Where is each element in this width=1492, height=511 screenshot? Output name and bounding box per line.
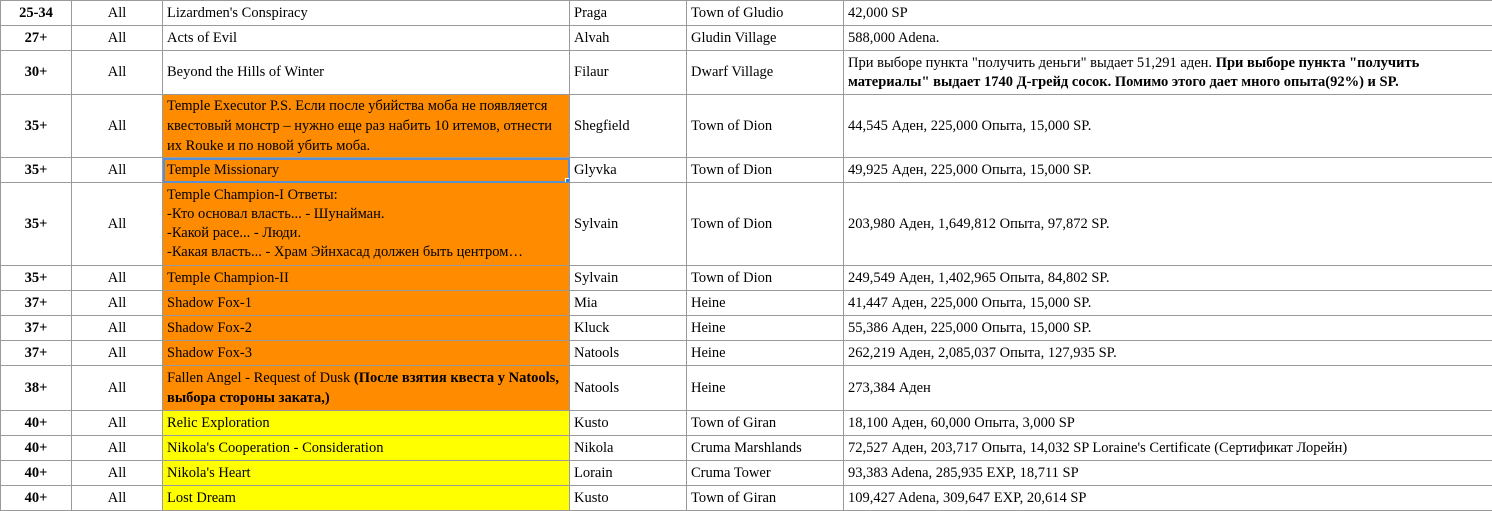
- reward-cell[interactable]: 273,384 Аден: [844, 366, 1492, 411]
- table-row: [1, 291, 1492, 316]
- quest-name-cell[interactable]: Nikola's Cooperation - Consideration: [163, 436, 570, 461]
- quest-name-cell[interactable]: Beyond the Hills of Winter: [163, 51, 570, 95]
- table-row: [1, 436, 1492, 461]
- table-row: [1, 486, 1492, 511]
- class-cell[interactable]: All: [72, 291, 163, 316]
- quest-name-cell[interactable]: Lost Dream: [163, 486, 570, 511]
- npc-cell[interactable]: Mia: [570, 291, 687, 316]
- class-cell[interactable]: All: [72, 51, 163, 95]
- quest-line: Temple Champion-I Ответы:: [167, 186, 565, 205]
- table-row: [1, 411, 1492, 436]
- class-cell[interactable]: All: [72, 486, 163, 511]
- npc-cell[interactable]: Shegfield: [570, 95, 687, 158]
- npc-cell[interactable]: Kusto: [570, 486, 687, 511]
- table-row: [1, 158, 1492, 183]
- npc-cell[interactable]: Nikola: [570, 436, 687, 461]
- location-cell[interactable]: Town of Giran: [687, 411, 844, 436]
- location-cell[interactable]: Town of Dion: [687, 183, 844, 266]
- quest-name-cell[interactable]: Temple Champion-II: [163, 266, 570, 291]
- npc-cell[interactable]: Praga: [570, 1, 687, 26]
- level-cell[interactable]: 40+: [1, 461, 72, 486]
- reward-cell[interactable]: 18,100 Аден, 60,000 Опыта, 3,000 SP: [844, 411, 1492, 436]
- quest-name-cell[interactable]: [163, 183, 570, 266]
- quest-line: -Какой расе... - Люди.: [167, 224, 565, 243]
- reward-cell[interactable]: 262,219 Аден, 2,085,037 Опыта, 127,935 SP.: [844, 341, 1492, 366]
- level-cell[interactable]: 35+: [1, 266, 72, 291]
- table-row: [1, 26, 1492, 51]
- npc-cell[interactable]: Natools: [570, 366, 687, 411]
- class-cell[interactable]: All: [72, 436, 163, 461]
- table-row: [1, 95, 1492, 158]
- reward-cell[interactable]: 42,000 SP: [844, 1, 1492, 26]
- location-cell[interactable]: Town of Dion: [687, 158, 844, 183]
- class-cell[interactable]: All: [72, 1, 163, 26]
- class-cell[interactable]: All: [72, 183, 163, 266]
- level-cell[interactable]: 40+: [1, 411, 72, 436]
- level-cell[interactable]: 37+: [1, 341, 72, 366]
- table-row: [1, 183, 1492, 266]
- location-cell[interactable]: Town of Gludio: [687, 1, 844, 26]
- location-cell[interactable]: Heine: [687, 341, 844, 366]
- level-cell[interactable]: 35+: [1, 95, 72, 158]
- fill-handle[interactable]: [565, 178, 570, 183]
- reward-bold-text: При выборе пункта "получить материалы" выдает 1740 Д-грейд сосок. Помимо этого дает много опыта(92%) и SP.: [848, 55, 1419, 90]
- location-cell[interactable]: Town of Dion: [687, 266, 844, 291]
- quest-note-bold: (После взятия квеста у Natools, выбора стороны заката,): [167, 370, 559, 406]
- location-cell[interactable]: Cruma Marshlands: [687, 436, 844, 461]
- level-cell[interactable]: 35+: [1, 158, 72, 183]
- location-cell[interactable]: Heine: [687, 316, 844, 341]
- npc-cell[interactable]: Glyvka: [570, 158, 687, 183]
- location-cell[interactable]: Cruma Tower: [687, 461, 844, 486]
- quest-name-cell-selected[interactable]: [163, 158, 570, 183]
- level-cell[interactable]: 25-34: [1, 1, 72, 26]
- level-cell[interactable]: 27+: [1, 26, 72, 51]
- quest-line: -Какая власть... - Храм Эйнхасад должен быть центром…: [167, 243, 565, 262]
- reward-text: При выборе пункта "получить деньги" выдает 51,291 аден.: [848, 55, 1212, 71]
- table-row: [1, 51, 1492, 95]
- quest-name-cell[interactable]: [163, 366, 570, 411]
- quest-name-text: Temple Missionary: [167, 162, 279, 178]
- location-cell[interactable]: Heine: [687, 366, 844, 411]
- quest-name-cell[interactable]: Acts of Evil: [163, 26, 570, 51]
- location-cell[interactable]: Heine: [687, 291, 844, 316]
- location-cell[interactable]: Town of Giran: [687, 486, 844, 511]
- class-cell[interactable]: All: [72, 95, 163, 158]
- npc-cell[interactable]: Natools: [570, 341, 687, 366]
- class-cell[interactable]: All: [72, 316, 163, 341]
- quest-name-cell[interactable]: Shadow Fox-1: [163, 291, 570, 316]
- reward-cell[interactable]: 41,447 Аден, 225,000 Опыта, 15,000 SP.: [844, 291, 1492, 316]
- level-cell[interactable]: 38+: [1, 366, 72, 411]
- quest-name-cell[interactable]: Nikola's Heart: [163, 461, 570, 486]
- class-cell[interactable]: All: [72, 26, 163, 51]
- reward-cell[interactable]: 55,386 Аден, 225,000 Опыта, 15,000 SP.: [844, 316, 1492, 341]
- npc-cell[interactable]: Alvah: [570, 26, 687, 51]
- reward-cell[interactable]: 72,527 Аден, 203,717 Опыта, 14,032 SP Loraine's Certificate (Сертификат Лорейн): [844, 436, 1492, 461]
- quest-line: -Кто основал власть... - Шунайман.: [167, 205, 565, 224]
- level-cell[interactable]: 40+: [1, 486, 72, 511]
- reward-cell[interactable]: 588,000 Adena.: [844, 26, 1492, 51]
- quest-name-cell[interactable]: Shadow Fox-2: [163, 316, 570, 341]
- reward-cell[interactable]: 93,383 Adena, 285,935 EXP, 18,711 SP: [844, 461, 1492, 486]
- location-cell[interactable]: Dwarf Village: [687, 51, 844, 95]
- npc-cell[interactable]: Lorain: [570, 461, 687, 486]
- reward-cell[interactable]: 249,549 Аден, 1,402,965 Опыта, 84,802 SP.: [844, 266, 1492, 291]
- level-cell[interactable]: 30+: [1, 51, 72, 95]
- table-row: [1, 461, 1492, 486]
- class-cell[interactable]: All: [72, 341, 163, 366]
- quest-name-cell[interactable]: Temple Executor P.S. Если после убийства моба не появляется квестовый монстр – нужно еще раз набить 10 итемов, отнести их Rouke и по новой убить моба.: [163, 95, 570, 158]
- quest-name-text: Fallen Angel - Request of Dusk: [167, 370, 354, 386]
- table-row: [1, 316, 1492, 341]
- reward-cell[interactable]: 49,925 Аден, 225,000 Опыта, 15,000 SP.: [844, 158, 1492, 183]
- level-cell[interactable]: 37+: [1, 316, 72, 341]
- location-cell[interactable]: Gludin Village: [687, 26, 844, 51]
- quest-name-cell[interactable]: Lizardmen's Conspiracy: [163, 1, 570, 26]
- npc-cell[interactable]: Kluck: [570, 316, 687, 341]
- npc-cell[interactable]: Kusto: [570, 411, 687, 436]
- table-row: [1, 1, 1492, 26]
- reward-cell[interactable]: 44,545 Аден, 225,000 Опыта, 15,000 SP.: [844, 95, 1492, 158]
- npc-cell[interactable]: Sylvain: [570, 266, 687, 291]
- level-cell[interactable]: 35+: [1, 183, 72, 266]
- location-cell[interactable]: Town of Dion: [687, 95, 844, 158]
- npc-cell[interactable]: Sylvain: [570, 183, 687, 266]
- level-cell[interactable]: 37+: [1, 291, 72, 316]
- class-cell[interactable]: All: [72, 461, 163, 486]
- table-row: [1, 266, 1492, 291]
- quest-name-cell[interactable]: Shadow Fox-3: [163, 341, 570, 366]
- reward-cell[interactable]: [844, 51, 1492, 95]
- class-cell[interactable]: All: [72, 366, 163, 411]
- class-cell[interactable]: All: [72, 411, 163, 436]
- reward-cell[interactable]: 203,980 Аден, 1,649,812 Опыта, 97,872 SP.: [844, 183, 1492, 266]
- class-cell[interactable]: All: [72, 266, 163, 291]
- class-cell[interactable]: All: [72, 158, 163, 183]
- level-cell[interactable]: 40+: [1, 436, 72, 461]
- table-row: [1, 366, 1492, 411]
- quest-name-cell[interactable]: Relic Exploration: [163, 411, 570, 436]
- reward-cell[interactable]: 109,427 Adena, 309,647 EXP, 20,614 SP: [844, 486, 1492, 511]
- npc-cell[interactable]: Filaur: [570, 51, 687, 95]
- table-row: [1, 341, 1492, 366]
